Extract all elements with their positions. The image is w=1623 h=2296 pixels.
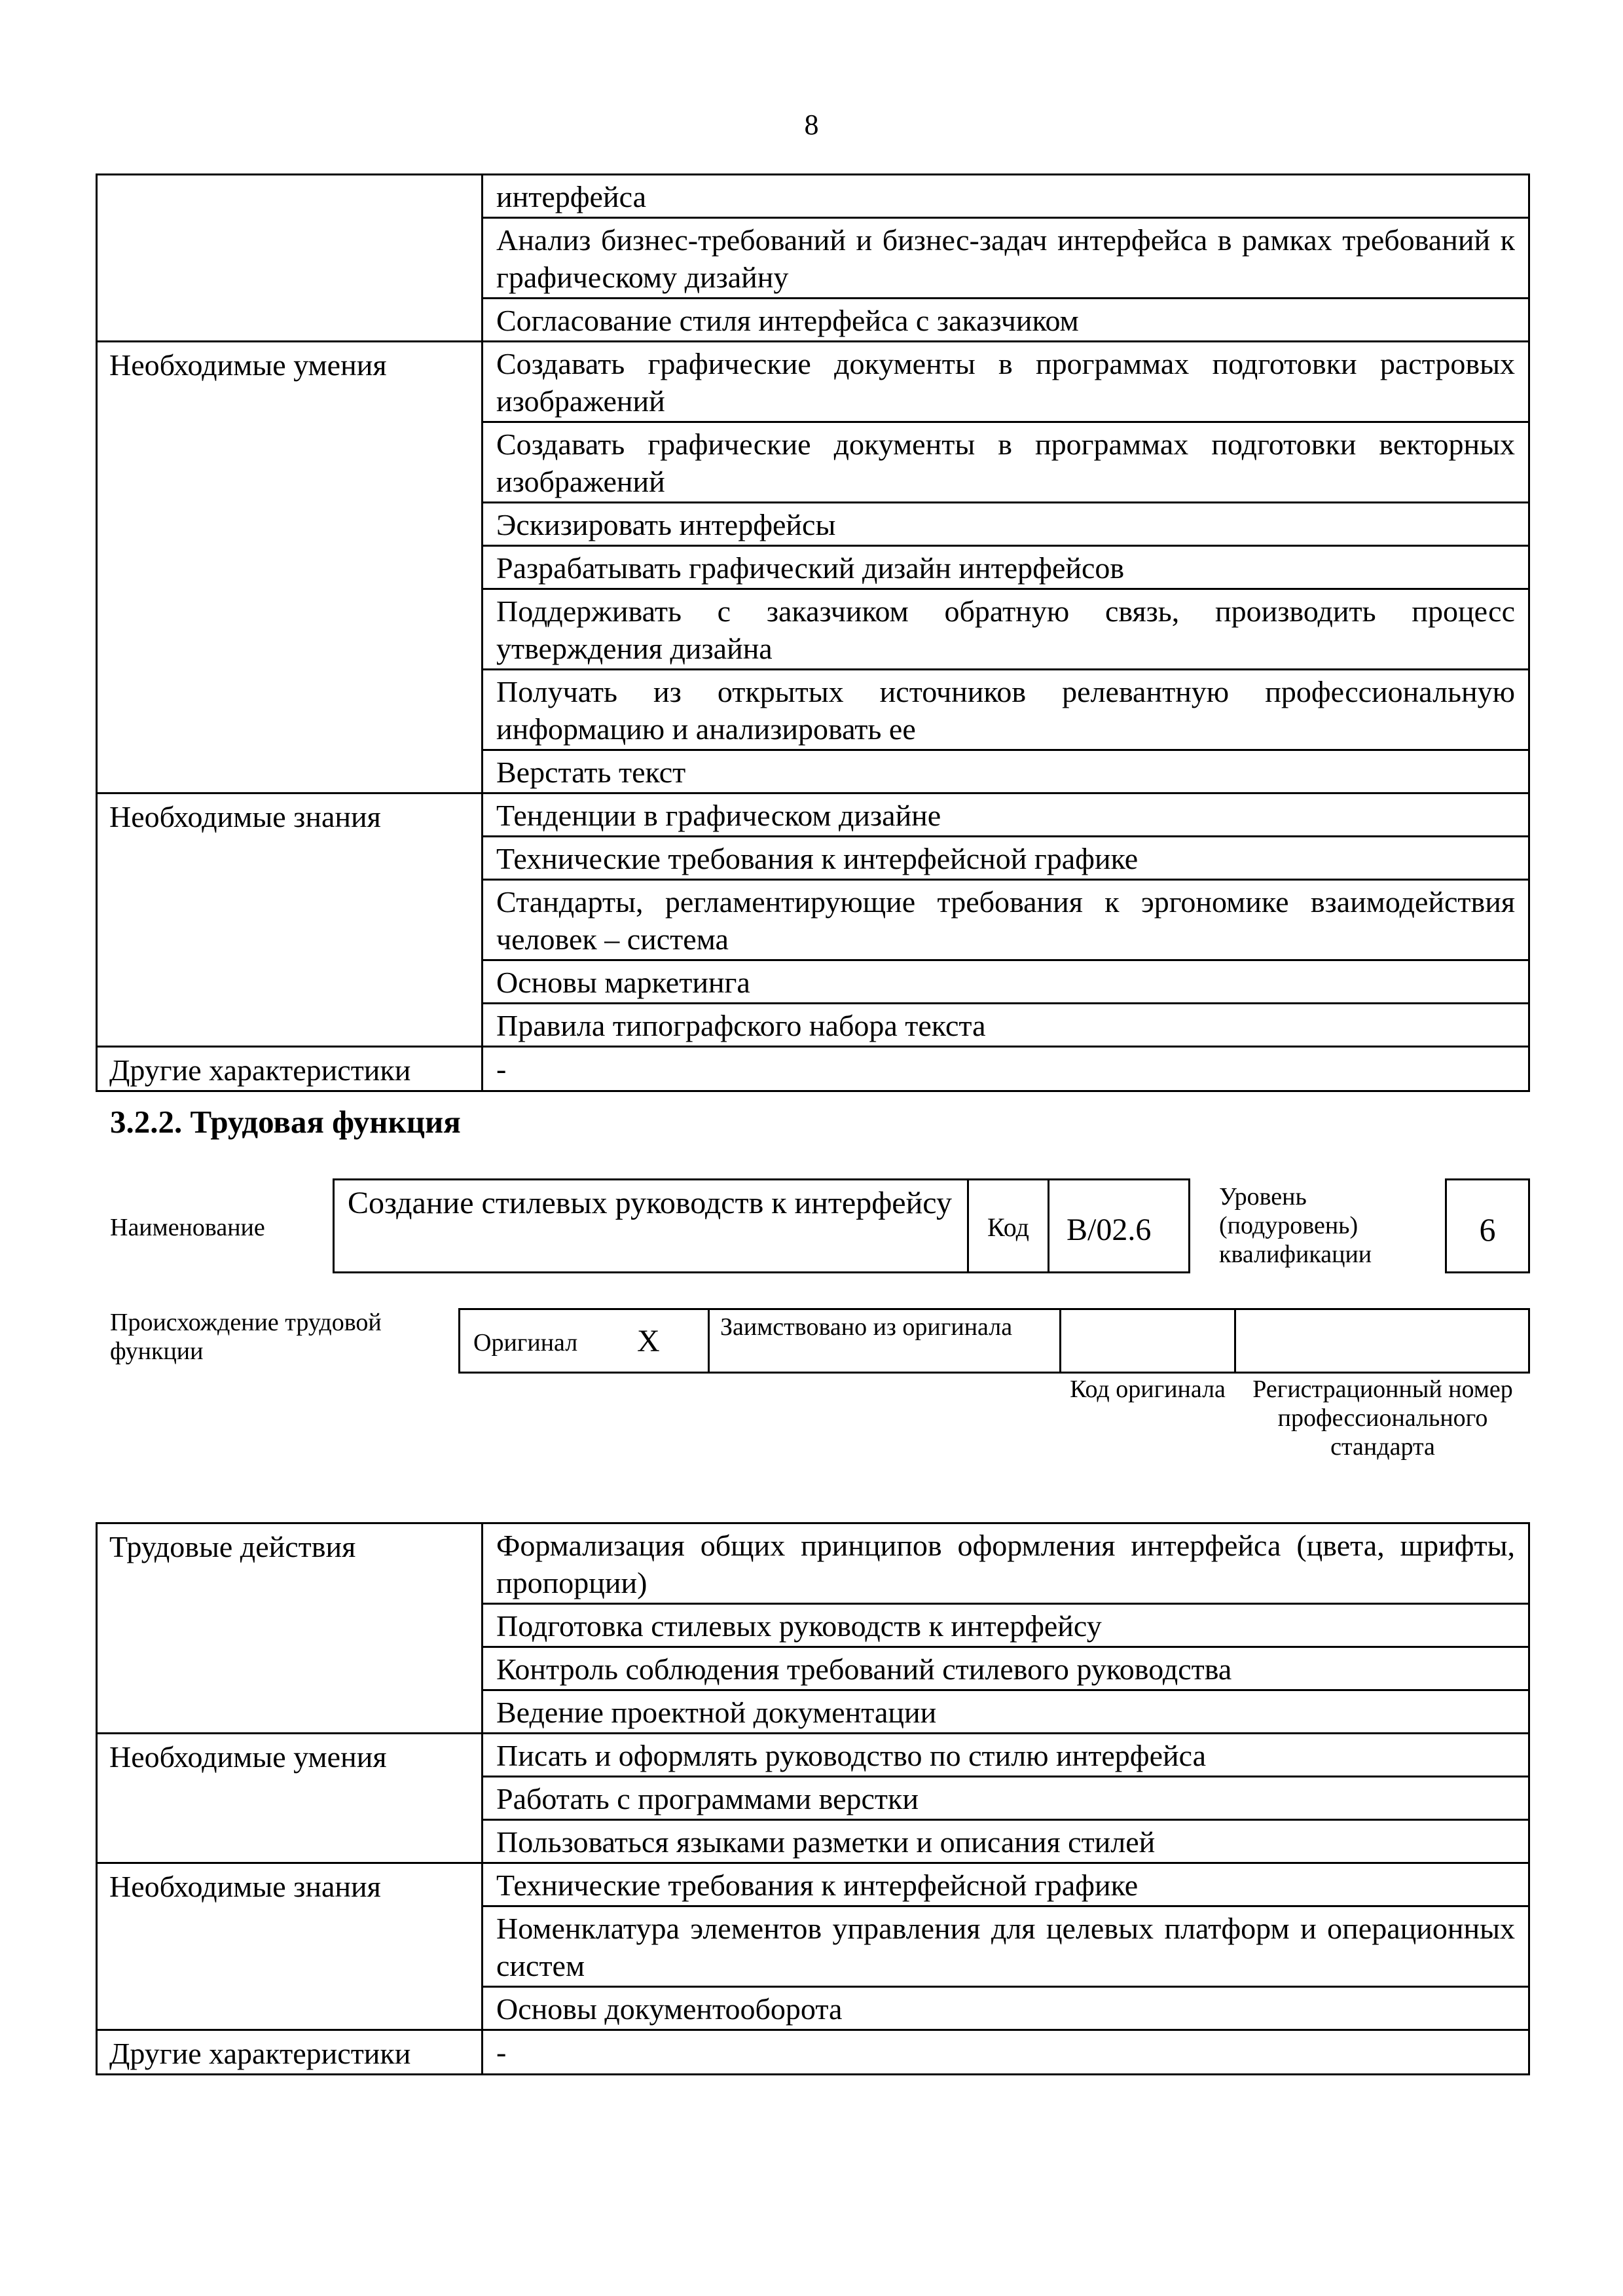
table-row [97,1863,1529,1906]
table-row [97,1047,1529,1091]
original-cell [458,1308,710,1374]
row-item: - [483,2030,1529,2075]
section-heading: 3.2.2. Трудовая функция [110,1104,461,1140]
original-mark: X [637,1324,660,1358]
row-label: Другие характеристики [97,2030,483,2075]
table-row [97,793,1529,837]
name-label: Наименование [110,1214,265,1241]
code-value: B/02.6 [1048,1178,1190,1273]
row-item: Правила типографского набора текста [483,1004,1529,1047]
row-label [97,175,483,342]
labour-function-table [96,1522,1530,2075]
row-item: Контроль соблюдения требований стилевого руководства [483,1647,1529,1690]
row-item: Номенклатура элементов управления для целевых платформ и операционных систем [483,1906,1529,1987]
row-label: Необходимые знания [97,793,483,1047]
row-item: Писать и оформлять руководство по стилю интерфейса [483,1734,1529,1777]
row-item: Технические требования к интерфейсной графике [483,837,1529,880]
row-item: Разрабатывать графический дизайн интерфейсов [483,546,1529,589]
registration-number-caption: Регистрационный номер профессионального стандарта [1252,1376,1513,1461]
row-item: Поддерживать с заказчиком обратную связь, производить процесс утверждения дизайна [483,589,1529,670]
row-item: интерфейса [483,175,1529,218]
row-item: Основы документооборота [483,1987,1529,2030]
row-item: Анализ бизнес-требований и бизнес-задач интерфейса в рамках требований к графическому дизайну [483,218,1529,299]
row-label: Необходимые умения [97,342,483,793]
table-row [97,175,1529,218]
table-row [97,342,1529,422]
table-row [97,2030,1529,2075]
level-label: Уровень (подуровень) квалификации [1219,1183,1372,1268]
row-item: Создавать графические документы в программах подготовки растровых изображений [483,342,1529,422]
row-label: Необходимые знания [97,1863,483,2030]
row-item: Эскизировать интерфейсы [483,503,1529,546]
table-row [97,1523,1529,1604]
table-row [97,1734,1529,1777]
page-number: 8 [804,109,819,141]
row-label: Другие характеристики [97,1047,483,1091]
row-item: Согласование стиля интерфейса с заказчиком [483,299,1529,342]
registration-number-cell [1234,1308,1530,1374]
row-item: Пользоваться языками разметки и описания стилей [483,1820,1529,1863]
original-code-caption: Код оригинала [1070,1376,1226,1403]
row-item: Создавать графические документы в программах подготовки векторных изображений [483,422,1529,503]
requirements-table-continued [96,173,1530,1092]
row-item: Ведение проектной документации [483,1690,1529,1734]
code-label: Код [969,1178,1048,1273]
original-label: Оригинал [473,1329,578,1357]
row-label: Необходимые умения [97,1734,483,1863]
row-item: Основы маркетинга [483,960,1529,1004]
level-value: 6 [1445,1178,1530,1273]
row-item: Формализация общих принципов оформления интерфейса (цвета, шрифты, пропорции) [483,1523,1529,1604]
name-value: Создание стилевых руководств к интерфейсу [333,1178,969,1273]
borrowed-label: Заимствовано из оригинала [708,1308,1061,1374]
row-label: Трудовые действия [97,1523,483,1734]
row-item: Получать из открытых источников релевантную профессиональную информацию и анализировать ее [483,670,1529,750]
row-item: Стандарты, регламентирующие требования к эргономике взаимодействия человек – система [483,880,1529,960]
row-item: Тенденции в графическом дизайне [483,793,1529,837]
row-item: Технические требования к интерфейсной графике [483,1863,1529,1906]
origin-label: Происхождение трудовой функции [110,1309,382,1365]
row-item: Верстать текст [483,750,1529,793]
original-code-cell [1059,1308,1236,1374]
row-item: Работать с программами верстки [483,1777,1529,1820]
row-item: - [483,1047,1529,1091]
row-item: Подготовка стилевых руководств к интерфейсу [483,1604,1529,1647]
